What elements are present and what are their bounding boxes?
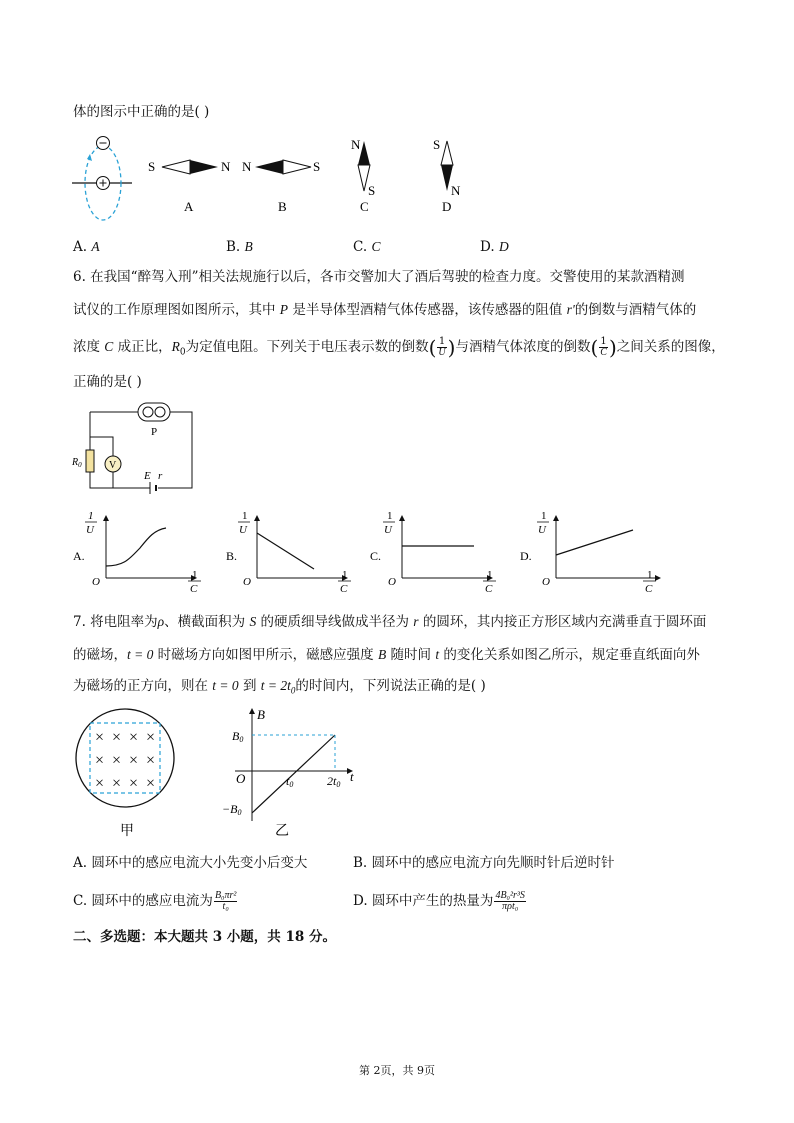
svg-text:×: × <box>129 729 139 746</box>
svg-text:2t0: 2t0 <box>327 774 341 789</box>
svg-text:A.: A. <box>73 549 85 563</box>
compass-c-label: C <box>360 199 369 214</box>
q7-line1: 7. 将电阻率为ρ、横截面积为 S 的硬质细导线做成半径为 r 的圆环，其内接正方形区域内充满垂直于圆环面 <box>73 614 707 630</box>
q6-line3: 浓度 C 成正比，$R_0$为定值电阻。下列关于电压表示数的倒数( $\frac{1}{U}$ )与酒精气体浓度的倒数( $\frac{1}{C}$ )之间关系的图像， <box>73 335 725 360</box>
compass-d-n: N <box>451 183 461 198</box>
svg-text:1: 1 <box>342 569 348 581</box>
q7-option-a[interactable]: A. 圆环中的感应电流大小先变小后变大 <box>73 855 308 871</box>
svg-text:×: × <box>129 752 139 769</box>
r0-label: $R_0$ <box>72 457 82 469</box>
svg-text:1: 1 <box>242 510 248 522</box>
q7-line2: 的磁场，t = 0 时磁场方向如图甲所示，磁感应强度 B 随时间 t 的变化关系如图乙所示，规定垂直纸面向外 <box>73 647 700 663</box>
q5-option-c[interactable]: C. C <box>353 239 381 255</box>
yi-label: 乙 <box>275 824 289 839</box>
page-footer: 第 2页，共 9页 <box>359 1064 435 1077</box>
compass-b <box>242 159 320 214</box>
compass-b-n: N <box>242 159 252 174</box>
svg-text:B0: B0 <box>232 729 244 744</box>
svg-text:B: B <box>257 707 265 722</box>
compass-c <box>351 137 375 214</box>
svg-text:1: 1 <box>647 569 653 581</box>
svg-text:1: 1 <box>487 569 493 581</box>
q6-line2: 试仪的工作原理图如图所示，其中 P 是半导体型酒精气体传感器，该传感器的阻值 r'的倒数与酒精气体的 <box>73 302 697 318</box>
q6-circuit <box>70 400 200 495</box>
svg-text:t0: t0 <box>286 774 294 789</box>
q6-graph-options <box>70 508 690 596</box>
q7-line3: 为磁场的正方向，则在 t = 0 到 $t = 2t_0$的时间内，下列说法正确的是( ) <box>73 678 486 696</box>
svg-text:O: O <box>236 771 246 786</box>
compass-a-s: S <box>148 159 156 174</box>
compass-c-n: N <box>351 137 361 152</box>
svg-text:1: 1 <box>387 510 393 522</box>
svg-text:×: × <box>146 752 156 769</box>
svg-text:1: 1 <box>541 510 547 522</box>
figure-jia <box>76 709 174 839</box>
svg-text:×: × <box>95 729 105 746</box>
current-loop-figure <box>72 137 132 221</box>
compass-b-label: B <box>278 199 287 214</box>
svg-text:D.: D. <box>520 549 532 563</box>
svg-text:×: × <box>112 775 122 792</box>
svg-text:B.: B. <box>226 549 238 563</box>
svg-text:C.: C. <box>370 549 382 563</box>
svg-text:C: C <box>485 583 493 595</box>
q7-option-d[interactable]: D. 圆环中产生的热量为 $\frac{\text{4B₀²r³S}}{\text{πρt₀}}$ <box>353 890 525 912</box>
svg-text:O: O <box>92 576 100 588</box>
svg-text:×: × <box>95 752 105 769</box>
svg-text:×: × <box>146 775 156 792</box>
q7-option-c[interactable]: C. 圆环中的感应电流为 $\frac{\text{B₀πr²}}{\text{t₀}}$ <box>73 890 237 912</box>
compass-b-s: S <box>313 159 321 174</box>
emf-label: E <box>144 470 151 482</box>
q5-stem-tail: 体的图示中正确的是( ) <box>73 104 210 120</box>
svg-text:U: U <box>538 524 546 536</box>
q5-option-a[interactable]: A. A <box>73 239 100 255</box>
internal-r-label: r <box>158 470 163 482</box>
svg-text:O: O <box>542 576 550 588</box>
svg-text:×: × <box>112 729 122 746</box>
graph-c[interactable] <box>370 510 496 595</box>
compass-a-n: N <box>221 159 231 174</box>
q7-figures <box>70 703 370 843</box>
compass-d <box>433 137 461 214</box>
figure-yi <box>222 707 354 839</box>
compass-c-s: S <box>368 183 376 198</box>
svg-text:C: C <box>190 583 198 595</box>
compass-d-label: D <box>442 199 452 214</box>
svg-text:×: × <box>112 752 122 769</box>
svg-text:O: O <box>388 576 396 588</box>
svg-text:1: 1 <box>192 569 198 581</box>
graph-a[interactable] <box>73 510 201 595</box>
compass-d-s: S <box>433 137 441 152</box>
svg-text:t: t <box>350 769 354 784</box>
svg-text:U: U <box>384 524 392 536</box>
q5-figure <box>70 133 490 223</box>
compass-a <box>148 159 231 214</box>
svg-text:1: 1 <box>88 510 94 522</box>
svg-text:U: U <box>239 524 247 536</box>
q5-option-b[interactable]: B. B <box>226 239 253 255</box>
graph-b[interactable] <box>226 510 351 595</box>
compass-a-label: A <box>184 199 194 214</box>
q5-option-d[interactable]: D. D <box>480 239 509 255</box>
svg-text:×: × <box>95 775 105 792</box>
svg-text:O: O <box>243 576 251 588</box>
jia-label: 甲 <box>120 824 134 839</box>
svg-text:×: × <box>129 775 139 792</box>
voltmeter-label: V <box>109 460 117 471</box>
svg-text:U: U <box>86 524 94 536</box>
svg-text:×: × <box>146 729 156 746</box>
sensor-p-label: P <box>151 426 158 438</box>
svg-text:−B0: −B0 <box>222 802 242 817</box>
section-heading-multi-choice: 二、多选题：本大题共 3 小题，共 18 分。 <box>73 929 336 945</box>
graph-d[interactable] <box>520 510 660 595</box>
svg-text:C: C <box>340 583 348 595</box>
q6-line1: 6. 在我国“醉驾入刑”相关法规施行以后，各市交警加大了酒后驾驶的检查力度。交警使用的某款酒精测 <box>73 269 685 285</box>
q6-line4: 正确的是( ) <box>73 374 142 390</box>
q7-option-b[interactable]: B. 圆环中的感应电流方向先顺时针后逆时针 <box>353 855 615 871</box>
svg-text:C: C <box>645 583 653 595</box>
